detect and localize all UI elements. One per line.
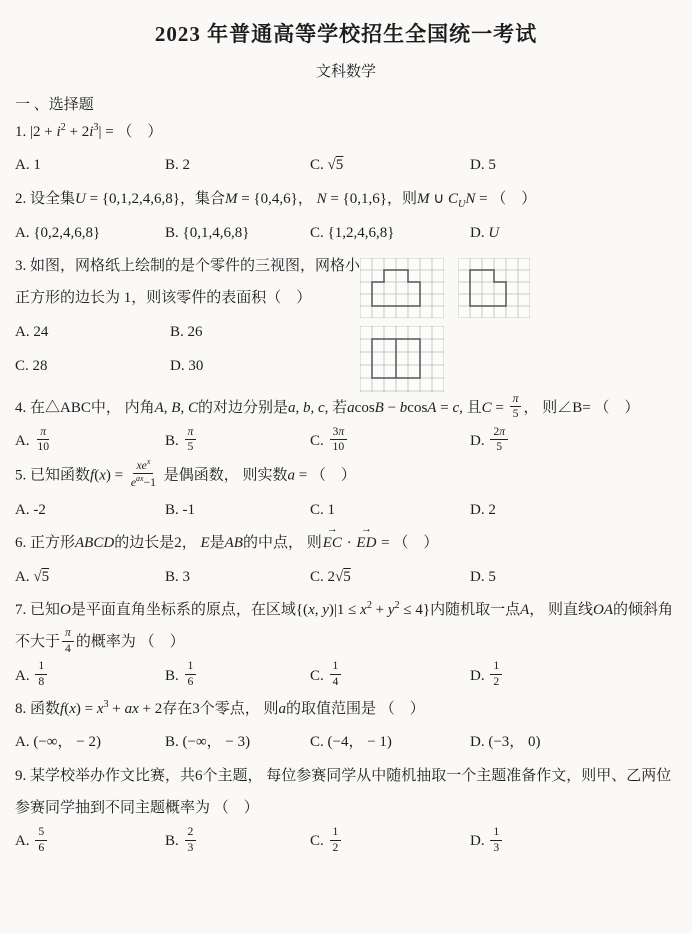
page-subtitle: 文科数学	[315, 64, 376, 80]
question-7-option-b: B. $\frac{1}{6}$	[165, 659, 310, 694]
part-top-view-grid-icon	[360, 326, 444, 392]
question-9	[15, 760, 677, 859]
question-2-option-c: C. {1,2,4,6,8}	[310, 224, 395, 241]
question-5-options	[15, 493, 677, 528]
question-3-stem: 3. 如图，网格纸上绘制的是个零件的三视图，网格小正方形的边长为 1，则该零件的表面积（ ）	[15, 258, 361, 307]
part-front-view-grid-icon	[360, 258, 444, 318]
question-2-stem: 2. 设全集U = {0,1,2,4,6,8}，集合M = {0,4,6}， N = {0,1,6}，则M ∪ $C_UN$ = （ ）	[15, 190, 537, 210]
question-9-option-d: D. $\frac{1}{3}$	[470, 824, 677, 859]
question-5-option-d: D. 2	[470, 501, 496, 518]
question-7	[15, 594, 677, 693]
question-3-option-a: A. 24	[15, 323, 49, 340]
question-9-options	[15, 824, 677, 859]
question-3-option-b: B. 26	[170, 323, 203, 340]
question-9-option-b: B. $\frac{2}{3}$	[165, 824, 310, 859]
question-9-option-c: C. $\frac{1}{2}$	[310, 824, 470, 859]
question-8-option-a: A. (−∞， − 2)	[15, 734, 101, 751]
question-4-option-d: D. $\frac{2\pi}{5}$	[470, 424, 677, 459]
question-6-options	[15, 560, 677, 595]
question-5-option-a: A. -2	[15, 501, 46, 518]
question-2-options	[15, 216, 677, 251]
question-7-option-a: A. $\frac{1}{8}$	[15, 659, 165, 694]
page-title: 2023 年普通高等学校招生全国统一考试	[154, 22, 538, 46]
question-5-option-b: B. -1	[165, 501, 195, 518]
question-9-stem: 9. 某学校举办作文比赛，共6个主题， 每位参赛同学从中随机抽取一个主题准备作文，则甲、乙两位参赛同学抽到不同主题概率为 （ ）	[15, 767, 672, 817]
question-3-text-column	[15, 250, 360, 384]
question-4-stem: 4. 在△ABC中， 内角A, B, C的对边分别是a, b, c, 若acosB − bcosA = c, 且C = $\frac{\pi}{5}$ ， 则∠B= （ ）	[15, 391, 640, 421]
question-8-options	[15, 725, 677, 760]
question-7-options	[15, 659, 677, 694]
question-4-options	[15, 424, 677, 459]
question-1-option-c: C. √5	[310, 157, 344, 174]
question-2-option-a: A. {0,2,4,6,8}	[15, 224, 101, 241]
question-1-option-b: B. 2	[165, 157, 191, 174]
question-1-option-d: D. 5	[470, 157, 496, 174]
question-6-stem: 6. 正方形ABCD的边长是2， E是AB的中点， 则EC → · ED → = （ ）	[15, 527, 677, 559]
question-8-option-c: C. (−4， − 1)	[310, 734, 392, 751]
question-9-option-a: A. $\frac{5}{6}$	[15, 824, 165, 859]
question-3-options	[15, 315, 350, 384]
question-4-option-a: A. $\frac{\pi}{10}$	[15, 424, 50, 454]
question-1-options	[15, 148, 677, 183]
question-7-option-d: D. $\frac{1}{2}$	[470, 659, 677, 694]
question-1	[15, 116, 677, 183]
question-1-option-a: A. 1	[15, 157, 41, 174]
question-7-stem: 7. 已知O是平面直角坐标系的原点，在区域{(x, $y)|1 \le x^2 + y^2 \le 4$}内随机取一点A， 则直线OA的倾斜角不大于 $\frac{\pi}{4}$ 的概率为 （ ）	[15, 600, 674, 655]
question-2-option-b: B. {0,1,4,6,8}	[165, 224, 250, 241]
question-7-option-c: C. $\frac{1}{4}$	[310, 659, 470, 694]
question-5-option-c: C. 1	[310, 501, 336, 518]
question-4-option-c: C. $\frac{3\pi}{10}$	[310, 424, 470, 459]
part-side-view-grid-icon	[458, 258, 530, 318]
question-6	[15, 527, 677, 594]
section-heading: 一 、选择题	[15, 97, 94, 113]
question-8-stem: 8. 函数$f(x) = x^3$ + ax + 2存在3个零点， 则a的取值范围是 （ ）	[15, 699, 425, 718]
question-8-option-d: D. (−3， 0)	[470, 734, 541, 751]
question-1-stem: 1. $|2 + i^2 + 2i^3|$ = （ ）	[15, 122, 163, 140]
figure-row-top	[360, 258, 677, 318]
question-2	[15, 183, 677, 250]
question-5	[15, 456, 677, 528]
question-2-option-d: D. U	[470, 224, 500, 241]
question-3-option-c: C. 28	[15, 358, 48, 375]
question-6-option-d: D. 5	[470, 568, 496, 585]
question-8	[15, 693, 677, 760]
question-8-option-b: B. (−∞， − 3)	[165, 734, 251, 751]
question-6-option-a: A. √5	[15, 568, 50, 585]
question-4-option-b: B. $\frac{\pi}{5}$	[165, 424, 310, 459]
question-3	[15, 250, 677, 392]
question-5-stem: 5. 已知函数f(x) = $\frac{xe^x}{e^{ax}-1}$ 是偶函数， 则实数a = （ ）	[15, 456, 356, 490]
question-3-figures	[360, 250, 677, 392]
question-4	[15, 392, 677, 459]
question-6-option-b: B. 3	[165, 568, 191, 585]
question-6-option-c: C. 2√5	[310, 568, 351, 585]
question-3-option-d: D. 30	[170, 358, 204, 375]
